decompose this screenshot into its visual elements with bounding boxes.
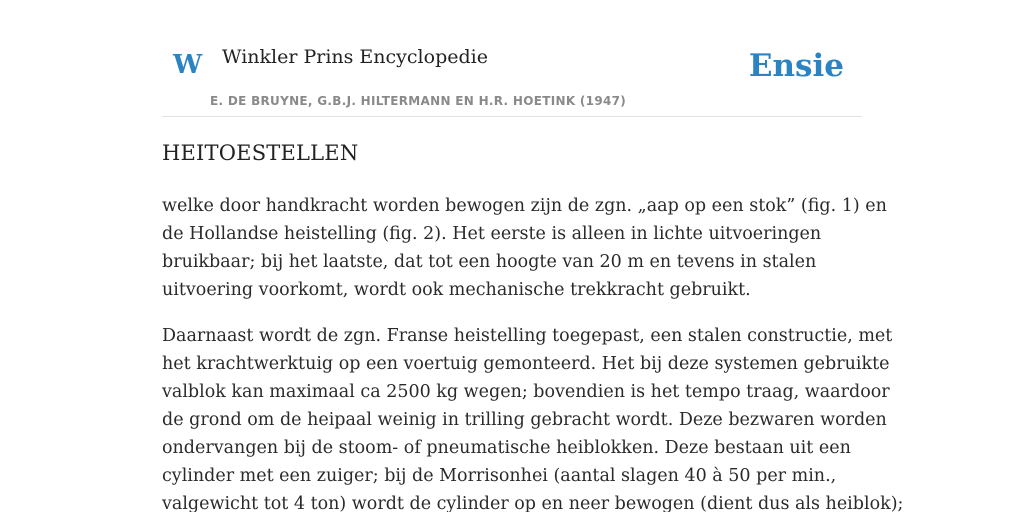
paragraph-line: welke door handkracht worden bewogen zijn de zgn. „aap op een stok” (fig. 1) en: [162, 196, 887, 216]
paragraph-line: bruikbaar; bij het laatste, dat tot een hoogte van 20 m en tevens in stalen: [162, 252, 817, 272]
paragraph-line: ondervangen bij de stoom- of pneumatische heiblokken. Deze bestaan uit een: [162, 438, 851, 458]
paragraph-line: de grond om de heipaal weinig in trilling gebracht wordt. Deze bezwaren worden: [162, 410, 887, 430]
paragraph-line: valblok kan maximaal ca 2500 kg wegen; bovendien is het tempo traag, waardoor: [162, 382, 890, 402]
paragraph-line: uitvoering voorkomt, wordt ook mechanische trekkracht gebruikt.: [162, 280, 751, 300]
paragraph-line: cylinder met een zuiger; bij de Morrisonhei (aantal slagen 40 à 50 per min.,: [162, 466, 837, 486]
paragraph-line: het krachtwerktuig op een voertuig gemonteerd. Het bij deze systemen gebruikte: [162, 354, 890, 374]
source-authors: E. DE BRUYNE, G.B.J. HILTERMANN EN H.R. HOETINK (1947): [210, 94, 627, 108]
article-paragraph: [162, 322, 904, 512]
article-title: HEITOESTELLEN: [162, 141, 359, 165]
ensie-logo-link[interactable]: Ensie: [748, 48, 844, 84]
paragraph-line: de Hollandse heistelling (fig. 2). Het eerste is alleen in lichte uitvoeringen: [162, 224, 822, 244]
source-title-link[interactable]: Winkler Prins Encyclopedie: [222, 46, 488, 68]
encyclopedia-logo-icon[interactable]: W: [173, 50, 203, 80]
paragraph-line: valgewicht tot 4 ton) wordt de cylinder op en neer bewogen (dient dus als heiblok);: [162, 494, 904, 512]
article-body: [162, 192, 904, 512]
paragraph-line: Daarnaast wordt de zgn. Franse heistelling toegepast, een stalen constructie, met: [162, 326, 893, 346]
source-header: [162, 0, 862, 117]
article-paragraph: [162, 192, 887, 304]
